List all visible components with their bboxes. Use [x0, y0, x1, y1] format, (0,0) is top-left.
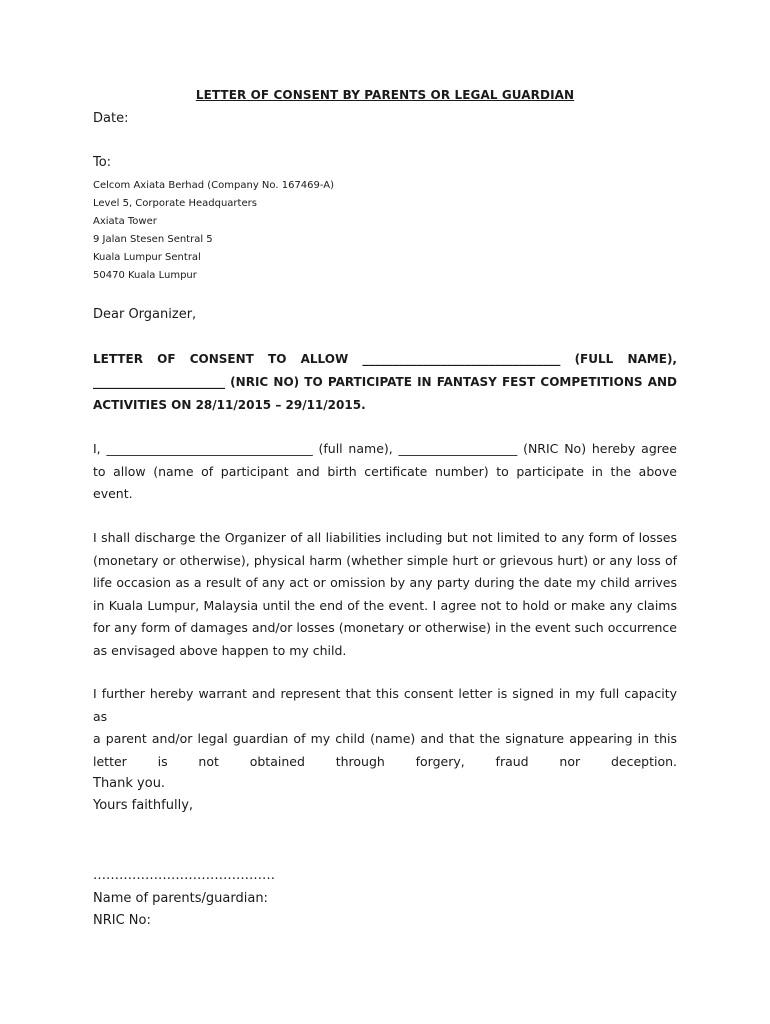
discharge-line: as envisaged above happen to my child.: [93, 642, 347, 658]
yours-faithfully-text: Yours faithfully,: [93, 798, 194, 813]
agreement-line: event.: [93, 486, 133, 501]
agreement-paragraph: [93, 438, 677, 506]
signature-line: ……………………………………: [93, 868, 275, 883]
subject-line: ______________________ (NRIC NO) TO PARTICIPATE IN FANTASY FEST COMPETITIONS AND: [93, 375, 677, 389]
address-line: Axiata Tower: [93, 216, 157, 227]
subject-line: LETTER OF CONSENT TO ALLOW _________________________________ (FULL NAME),: [93, 352, 677, 366]
date-label: Date:: [93, 111, 129, 126]
warranty-line: letter is not obtained through forgery, fraud nor deception.: [93, 753, 677, 769]
discharge-line: life occasion as a result of any act or omission by any party during the date my child arrives: [93, 575, 677, 590]
subject-paragraph: [93, 348, 677, 417]
discharge-paragraph: [93, 527, 677, 662]
discharge-line: I shall discharge the Organizer of all liabilities including but not limited to any form of losses: [93, 530, 677, 545]
guardian-name-label: Name of parents/guardian:: [93, 890, 268, 906]
address-line: 50470 Kuala Lumpur: [93, 270, 197, 281]
agreement-line: to allow (name of participant and birth certificate number) to participate in the above: [93, 463, 677, 479]
warranty-line: a parent and/or legal guardian of my child (name) and that the signature appearing in this: [93, 731, 677, 746]
address-line: Celcom Axiata Berhad (Company No. 167469-A): [93, 180, 335, 191]
letter-title: LETTER OF CONSENT BY PARENTS OR LEGAL GUARDIAN: [195, 88, 575, 102]
signature-block: [93, 865, 275, 933]
discharge-line: in Kuala Lumpur, Malaysia until the end of the event. I agree not to hold or make any claims: [93, 597, 677, 613]
address-line: Level 5, Corporate Headquarters: [93, 198, 257, 209]
salutation: Dear Organizer,: [93, 307, 197, 322]
agreement-line: I, _________________________________ (full name), ___________________ (NRIC No) hereby agree: [93, 441, 677, 456]
address-line: Kuala Lumpur Sentral: [93, 252, 201, 263]
closing: [93, 773, 193, 817]
thank-you-text: Thank you.: [93, 776, 166, 791]
warranty-line: I further hereby warrant and represent that this consent letter is signed in my full capacity as: [93, 686, 677, 724]
discharge-line: for any form of damages and/or losses (monetary or otherwise) in the event such occurrence: [93, 620, 677, 635]
address-line: 9 Jalan Stesen Sentral 5: [93, 234, 213, 245]
subject-line: ACTIVITIES ON 28/11/2015 – 29/11/2015.: [93, 398, 366, 412]
recipient-address: [93, 177, 334, 285]
to-label: To:: [93, 155, 112, 170]
nric-label: NRIC No:: [93, 913, 151, 928]
warranty-paragraph: [93, 683, 677, 773]
discharge-line: (monetary or otherwise), physical harm (whether simple hurt or grievous hurt) or any loss of: [93, 552, 677, 568]
